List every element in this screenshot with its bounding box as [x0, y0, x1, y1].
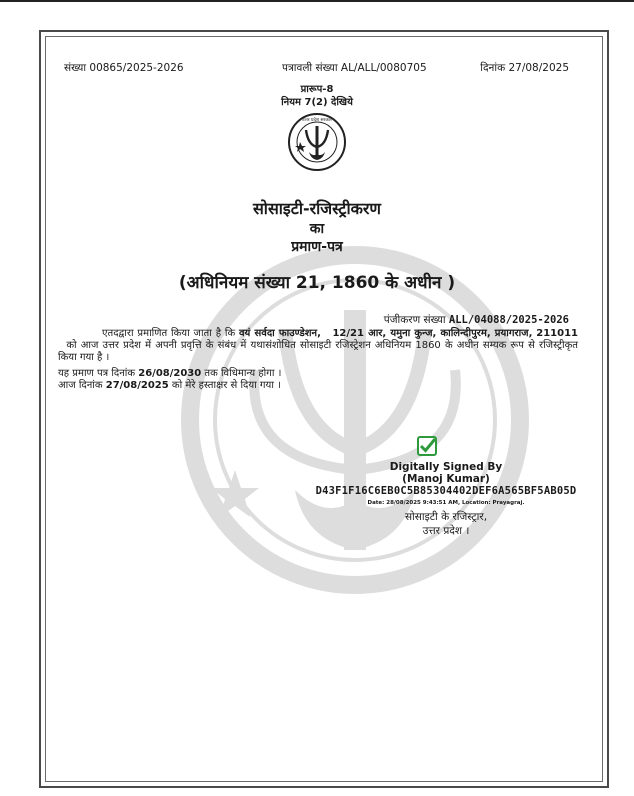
- issued-date: 27/08/2025: [105, 380, 169, 391]
- issued-prefix: आज दिनांक: [58, 380, 103, 391]
- form-rule: नियम 7(2) देखिये: [281, 97, 353, 108]
- signer-designation: सोसाइटी के रजिस्ट्रार,: [404, 511, 488, 523]
- issue-date: दिनांक 27/08/2025: [480, 62, 569, 74]
- signer-state: उत्तर प्रदेश ।: [422, 525, 470, 537]
- certificate-title-line2: का: [309, 221, 325, 237]
- validity-line: [58, 368, 578, 380]
- certification-intro: एतदद्वारा प्रमाणित किया जाता है कि: [102, 328, 236, 339]
- form-name: प्रारूप-8: [300, 84, 334, 95]
- certificate-title-line1: सोसाइटी-रजिस्ट्रीकरण: [252, 199, 382, 218]
- society-address: 12/21 आर, यमुना कुन्ज, कालिन्दीपुरम, प्रयागराज,: [332, 328, 533, 339]
- registration-number: ALL/04088/2025-2026: [448, 314, 569, 326]
- top-rule: [0, 0, 634, 2]
- issued-line: [58, 380, 578, 392]
- signature-meta: Date: 28/08/2025 9:43:51 AM, Location: Prayagraj.: [367, 500, 525, 506]
- certification-text: को आज उत्तर प्रदेश में अपनी प्रवृत्ति के संबंध में यथासंशोधित सोसाइटी रजिस्ट्रेशन अधिनियम 1860 के अधीन सम्यक रूप से रजिस्ट्रीकृत किया गया है ।: [58, 340, 578, 363]
- society-name: वयं सर्वदा फाउण्डेशन,: [238, 328, 321, 339]
- signature-hash: D43F1F16C6EB0C5B85304402DEF6A565BF5AB05D: [315, 485, 577, 497]
- act-reference: (अधिनियम संख्या 21, 1860 के अधीन ): [178, 273, 456, 293]
- validity-date: 26/08/2030: [138, 368, 202, 379]
- file-number: पत्रावली संख्या AL/ALL/0080705: [282, 62, 427, 74]
- certificate-title-line3: प्रमाण-पत्र: [291, 239, 343, 255]
- signer-name: (Manoj Kumar): [402, 473, 490, 485]
- form-heading: [0, 83, 634, 109]
- seal-text: उत्तर प्रदेश सरकार: [302, 118, 332, 123]
- state-seal-icon: [287, 112, 347, 172]
- registration-number-line: [384, 313, 569, 327]
- validity-suffix: तक विधिमान्य होगा ।: [204, 368, 282, 379]
- registration-label: पंजीकरण संख्या: [383, 314, 446, 326]
- certification-paragraph: [58, 328, 578, 364]
- validity-prefix: यह प्रमाण पत्र दिनांक: [58, 368, 136, 379]
- issued-suffix: को मेरे हस्ताक्षर से दिया गया ।: [171, 380, 281, 391]
- society-pincode: 211011: [536, 328, 578, 339]
- reference-number: संख्या 00865/2025-2026: [64, 62, 184, 74]
- signature-verified-check-icon: [417, 436, 437, 456]
- digital-signature-label: Digitally Signed By: [389, 461, 503, 473]
